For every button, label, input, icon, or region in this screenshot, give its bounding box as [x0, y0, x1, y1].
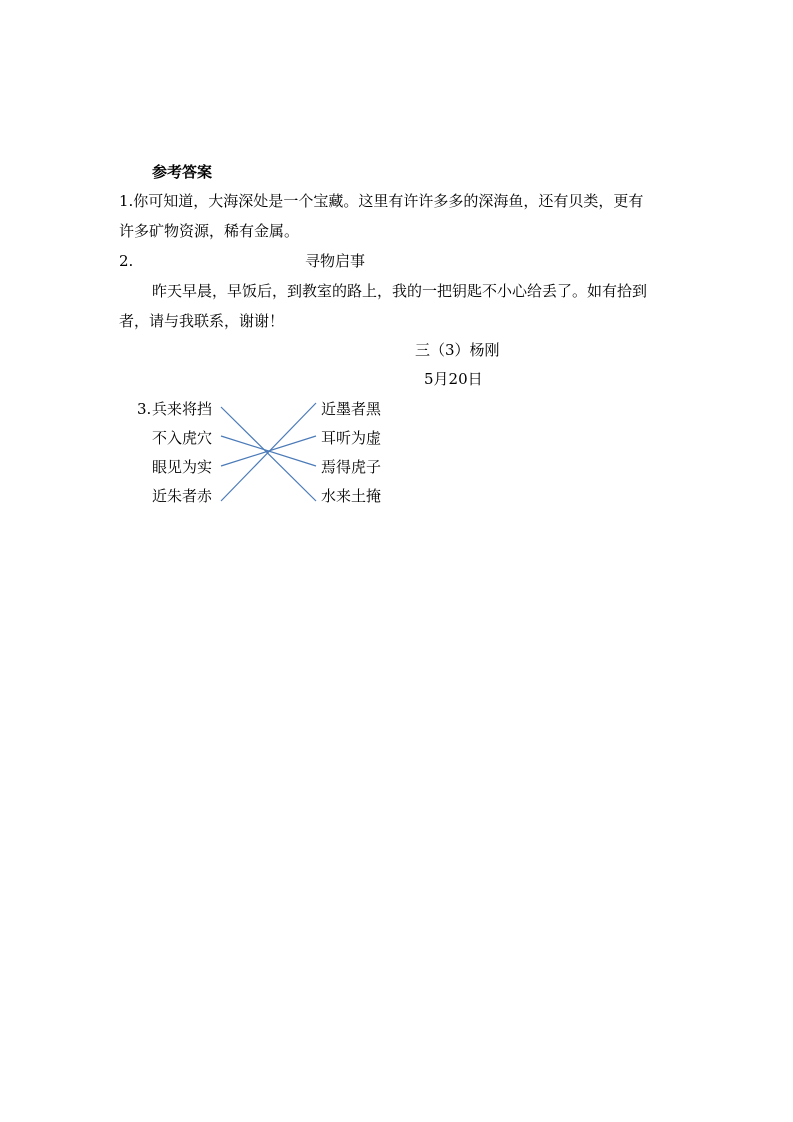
notice-signature: 三（3）杨刚 — [415, 341, 500, 359]
q3-left-item: 不入虎穴 — [152, 429, 213, 447]
q3-right-item: 焉得虎子 — [321, 458, 382, 476]
notice-body-line-2: 者，请与我联系，谢谢！ — [119, 312, 285, 330]
notice-body-line-1: 昨天早晨，早饭后，到教室的路上，我的一把钥匙不小心给丢了。如有拾到 — [152, 282, 648, 300]
match-line — [221, 407, 316, 501]
q3-left-item: 眼见为实 — [152, 458, 213, 476]
q3-left-item: 近朱者赤 — [152, 487, 213, 505]
q3-right-item: 耳听为虚 — [321, 429, 382, 447]
notice-title: 寻物启事 — [305, 252, 366, 270]
match-line — [221, 436, 316, 466]
answer-heading: 参考答案 — [152, 163, 213, 181]
q3-right-item: 近墨者黑 — [321, 400, 382, 418]
q3-number: 3. — [137, 400, 152, 418]
q3-right-item: 水来土掩 — [321, 487, 382, 505]
q2-number: 2. — [119, 252, 134, 270]
notice-date: 5月20日 — [424, 370, 483, 388]
match-line — [221, 436, 316, 466]
match-line — [221, 403, 316, 501]
q1-line-2: 许多矿物资源，稀有金属。 — [119, 222, 300, 240]
q3-left-item: 兵来将挡 — [152, 400, 213, 418]
q1-line-1: 1.你可知道，大海深处是一个宝藏。这里有许许多多的深海鱼，还有贝类，更有 — [119, 192, 644, 210]
